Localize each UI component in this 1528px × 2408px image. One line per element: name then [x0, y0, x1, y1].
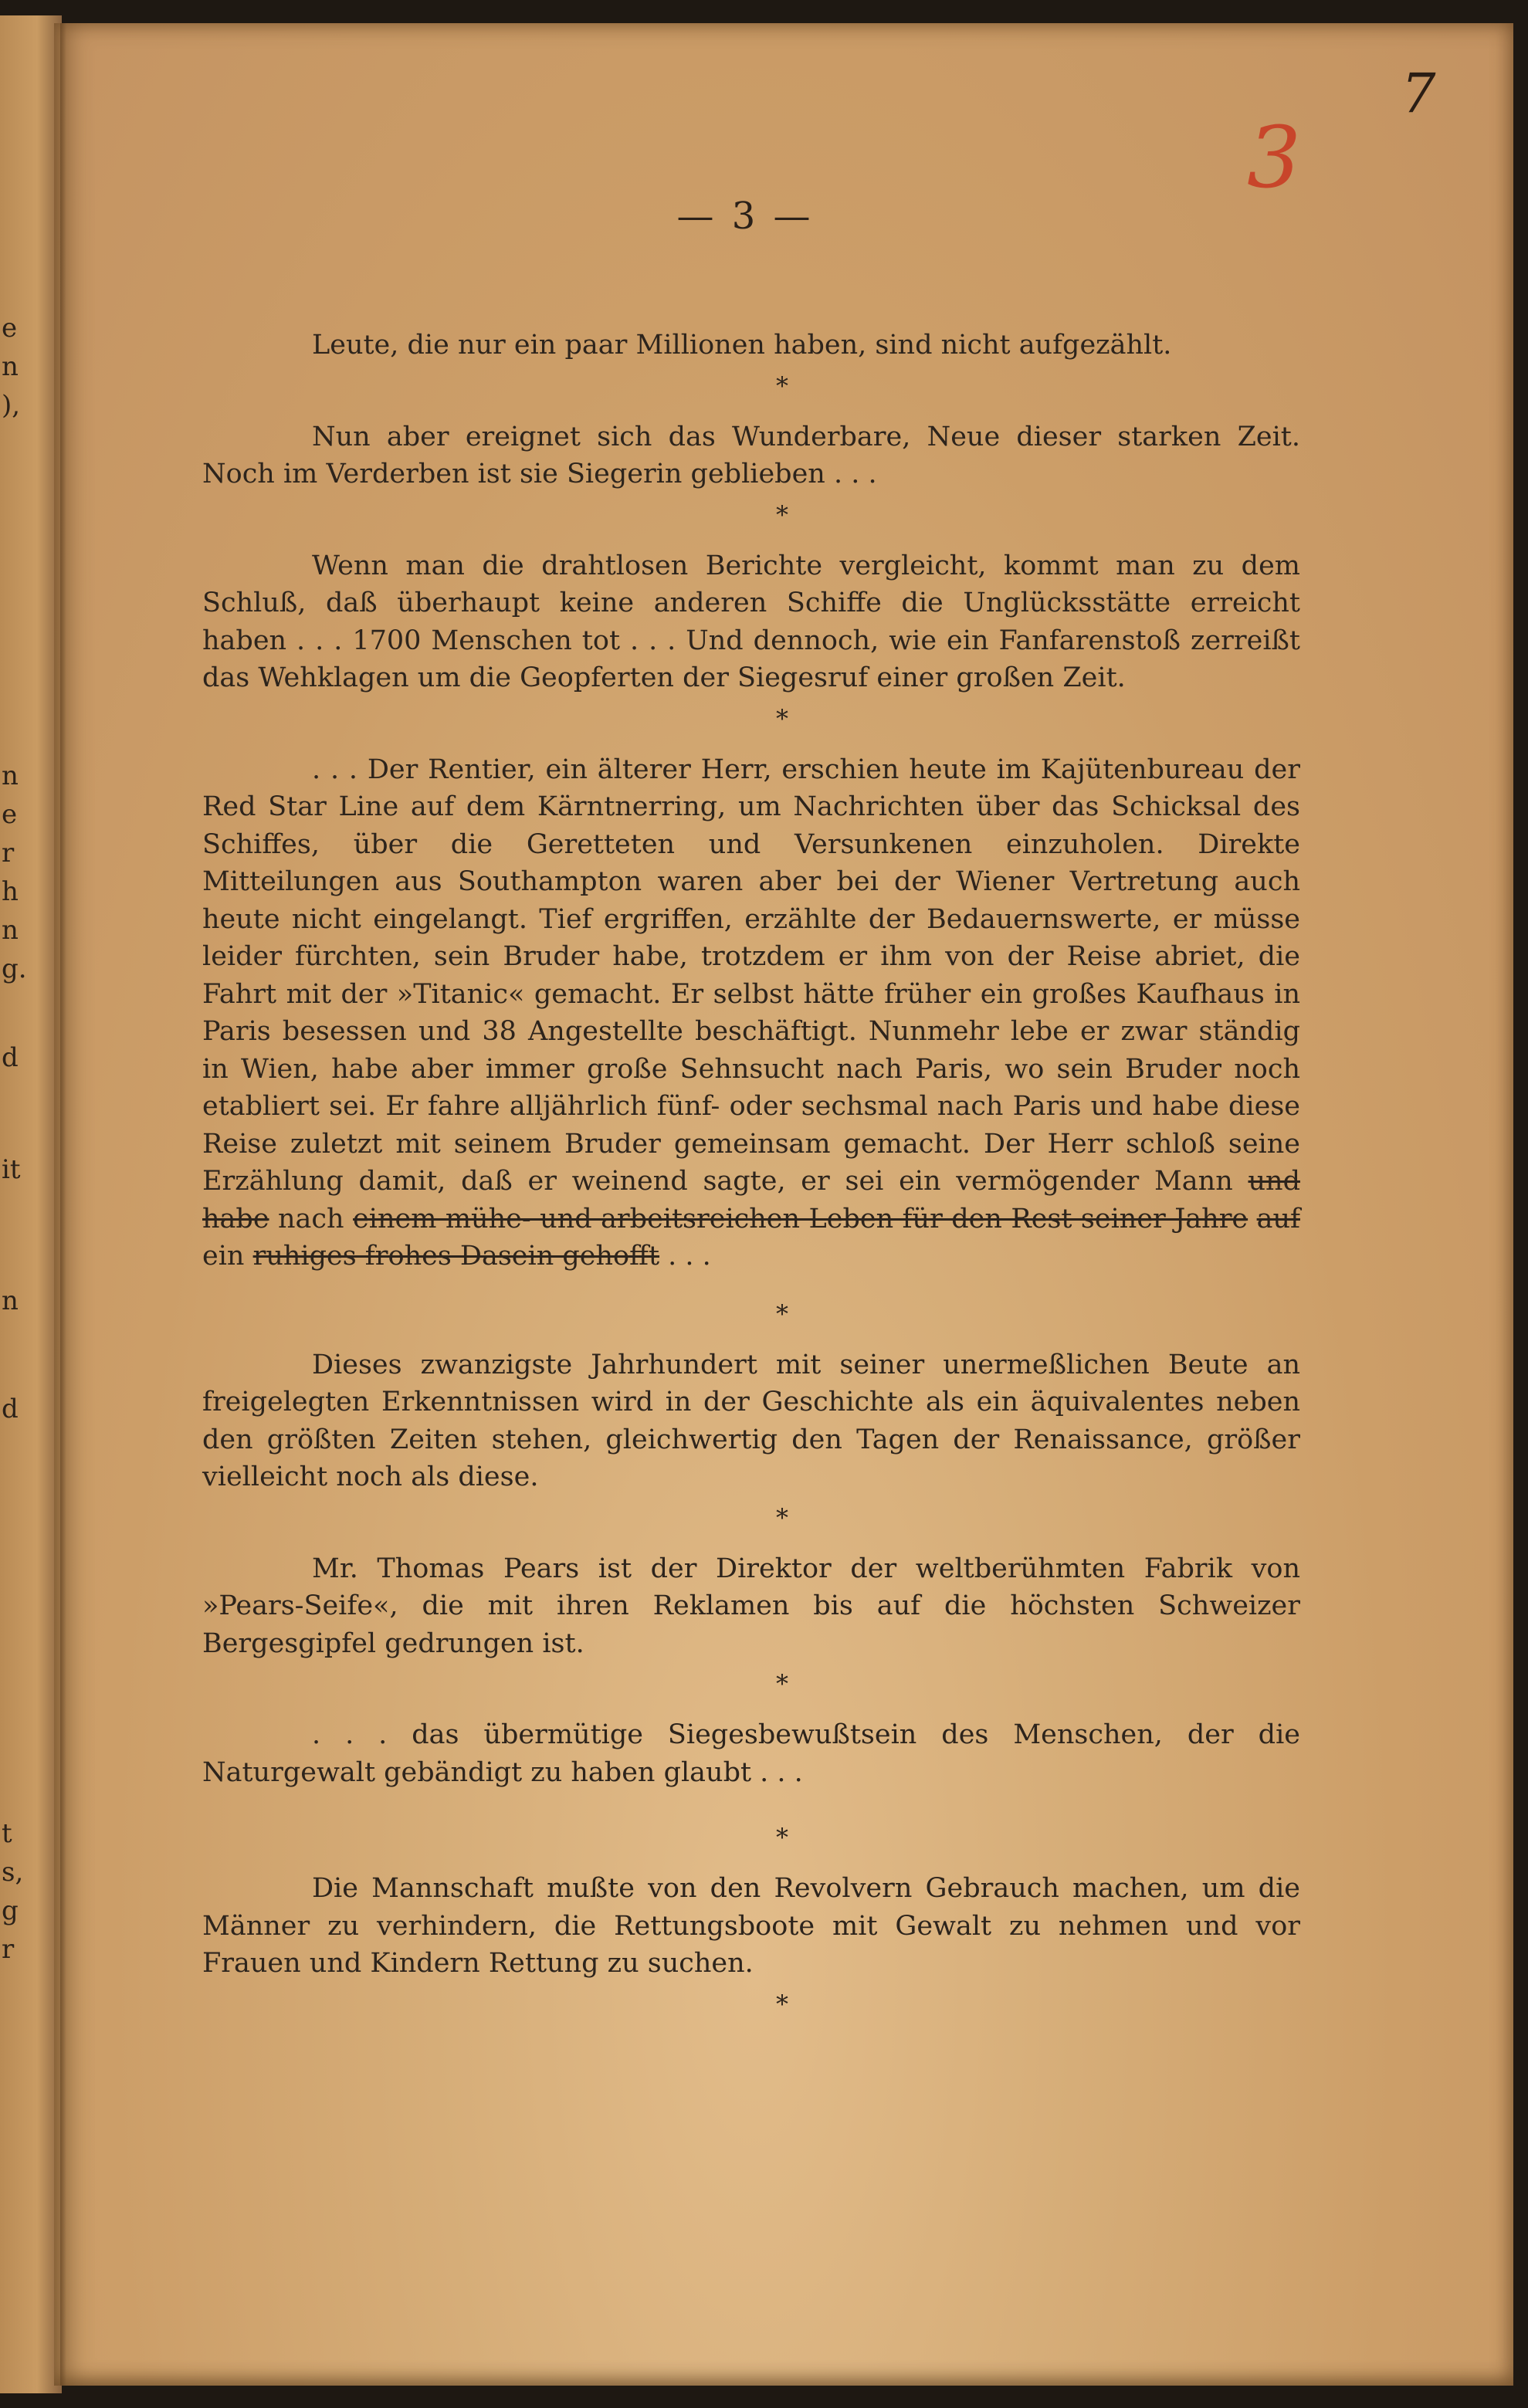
- facing-page-fragment: g: [2, 1895, 19, 1926]
- facing-page-fragment: n: [2, 915, 19, 946]
- section-separator: *: [776, 371, 788, 401]
- facing-page-fragment: s,: [2, 1857, 24, 1888]
- handwritten-page-number: 3: [1247, 108, 1301, 207]
- facing-page-fragment: n: [2, 1285, 19, 1316]
- facing-page-fragment: d: [2, 1042, 19, 1073]
- facing-page-fragment: g.: [2, 953, 27, 984]
- section-separator: *: [776, 1823, 788, 1852]
- binding-shadow: [60, 23, 66, 2386]
- struck-text: ruhiges frohes Dasein gehofft: [252, 1241, 660, 1272]
- struck-text: auf: [1256, 1203, 1300, 1234]
- section-separator: *: [776, 1669, 788, 1698]
- facing-page-fragment: ),: [2, 390, 21, 421]
- struck-text: einem mühe- und arbeitsreichen Leben für den Rest seiner Jahre: [353, 1203, 1248, 1234]
- paragraph: Wenn man die drahtlosen Berichte vergleicht, kommt man zu dem Schluß, daß überhaupt keine anderen Schiffe die Unglücksstätte erreicht haben . . . 1700 Menschen tot . . . Und dennoch, wie ein Fanfarenstoß zerreißt das Wehklagen um die Geopferten der Siegesruf einer großen Zeit.: [202, 550, 1300, 693]
- paragraph: Mr. Thomas Pears ist der Direktor der weltberühmten Fabrik von »Pears-Seife«, die mit ihren Reklamen bis auf die höchsten Schweizer Bergesgipfel gedrungen ist.: [202, 1553, 1300, 1659]
- paragraph-text: . . .: [668, 1241, 711, 1272]
- paragraph-with-strikethrough: [202, 751, 1300, 1275]
- paragraph: . . . das übermütige Siegesbewußtsein des Menschen, der die Naturgewalt gebändigt zu haben glaubt . . .: [202, 1719, 1300, 1788]
- paragraph: Nun aber ereignet sich das Wunderbare, Neue dieser starken Zeit. Noch im Verderben ist sie Siegerin geblieben . . .: [202, 421, 1300, 489]
- section-separator: *: [776, 1502, 788, 1533]
- facing-page-fragment: n: [2, 760, 19, 791]
- section-separator: *: [776, 1989, 788, 2019]
- facing-page-fragment: t: [2, 1818, 12, 1849]
- paragraph: Die Mannschaft mußte von den Revolvern Gebrauch machen, um die Männer zu verhindern, die Rettungsboote mit Gewalt zu nehmen und vor Frauen und Kindern Rettung zu suchen.: [202, 1873, 1300, 1979]
- paragraph-text: nach: [278, 1203, 344, 1234]
- section-separator: *: [776, 703, 788, 733]
- facing-page-fragment: it: [2, 1154, 21, 1185]
- page-number: — 3 —: [676, 195, 814, 238]
- facing-page-fragment: e: [2, 313, 18, 344]
- section-separator: *: [776, 1299, 788, 1329]
- paragraph: Leute, die nur ein paar Millionen haben, sind nicht aufgezählt.: [312, 330, 1172, 361]
- facing-page-fragment: h: [2, 876, 19, 907]
- struck-text: und habe: [202, 1166, 1300, 1234]
- facing-page-fragment: r: [2, 838, 15, 869]
- facing-page-fragment: e: [2, 799, 18, 830]
- page-sheet: [54, 23, 1513, 2386]
- paragraph-text: ein: [202, 1241, 245, 1272]
- facing-page-edge: [0, 15, 62, 2393]
- paragraph: Dieses zwanzigste Jahrhundert mit seiner unermeßlichen Beute an freigelegten Erkenntnissen wird in der Geschichte als ein äquivalentes neben den größten Zeiten stehen, gleichwertig den Tagen der Renaissance, größer vielleicht noch als diese.: [202, 1349, 1300, 1492]
- text-body: [202, 327, 1300, 2037]
- paragraph-text: . . . Der Rentier, ein älterer Herr, erschien heute im Kajütenbureau der Red Star Line auf dem Kärntnerring, um Nachrichten über das Schicksal des Schiffes, über die Geretteten und Versunkenen einzuholen. Direkte Mitteilungen aus Southampton waren aber bei der Wiener Vertretung auch heute nicht eingelangt. Tief ergriffen, erzählte der Bedauernswerte, er müsse leider fürchten, sein Bruder habe, trotzdem er ihm von der Reise abriet, die Fahrt mit der »Titanic« gemacht. Er selbst hätte früher ein großes Kaufhaus in Paris besessen und 38 Angestellte beschäftigt. Nunmehr lebe er zwar ständig in Wien, habe aber immer große Sehnsucht nach Paris, wo sein Bruder noch etabliert sei. Er fahre alljährlich fünf- oder sechsmal nach Paris und habe diese Reise zuletzt mit seinem Bruder gemeinsam gemacht. Der Herr schloß seine Erzählung damit, daß er weinend sagte, er sei ein vermögender Mann: [202, 754, 1300, 1197]
- facing-page-fragment: r: [2, 1934, 15, 1965]
- archive-folio-number: 7: [1401, 62, 1436, 125]
- section-separator: *: [776, 500, 788, 530]
- facing-page-fragment: n: [2, 351, 19, 382]
- facing-page-fragment: d: [2, 1394, 19, 1424]
